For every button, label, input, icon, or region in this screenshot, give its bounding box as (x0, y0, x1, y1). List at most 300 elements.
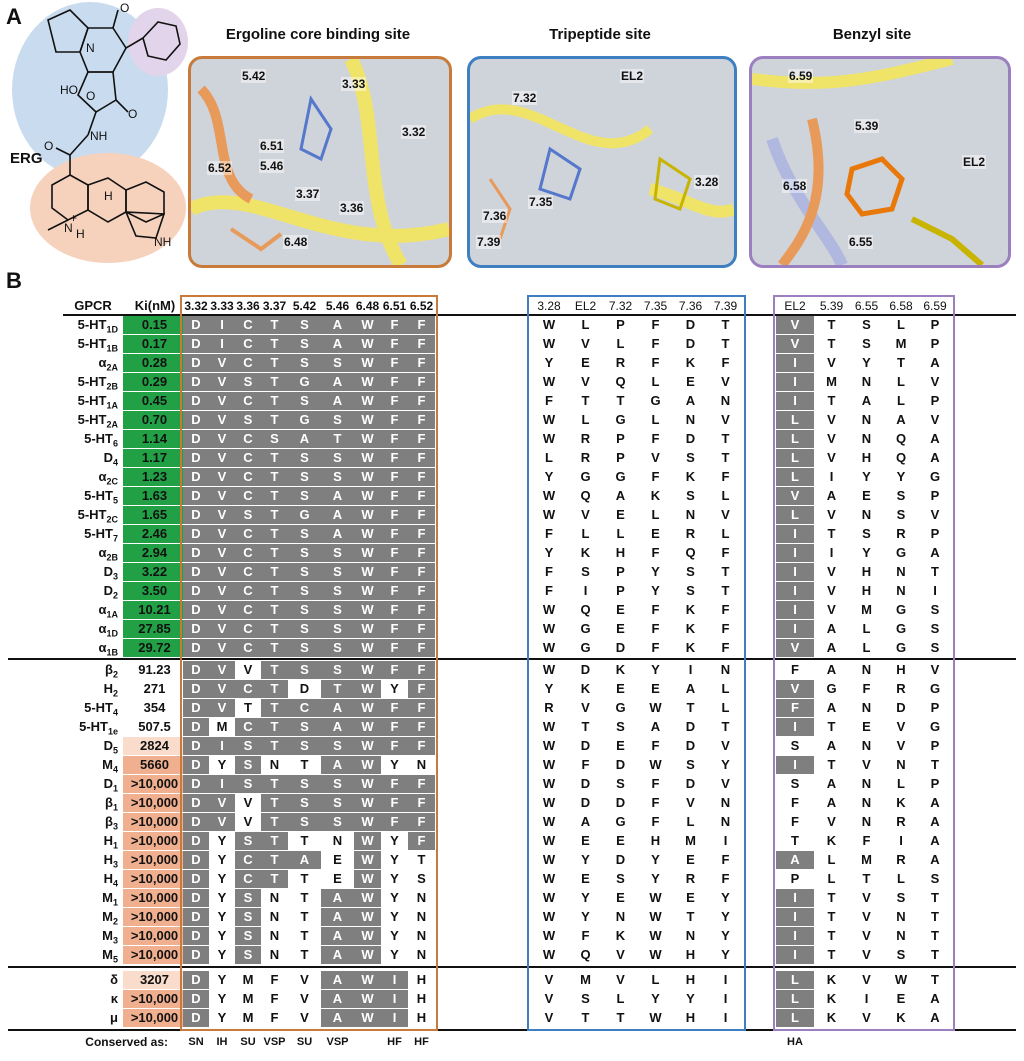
column-header: 7.36 (678, 299, 703, 313)
residue-cell: D (685, 738, 696, 753)
residue-cell: Y (686, 991, 695, 1006)
residue-cell: T (261, 544, 288, 562)
residue-cell: G (615, 814, 626, 829)
residue-cell: V (930, 507, 940, 522)
residue-cell: W (649, 890, 662, 905)
residue-cell: L (776, 1009, 814, 1027)
ki-value: 1.23 (123, 468, 186, 486)
residue-cell: W (354, 411, 381, 429)
residue-cell: Y (209, 908, 235, 926)
residue-cell: I (776, 756, 814, 774)
residue-cell: D (183, 737, 209, 755)
ki-value: 5660 (123, 756, 186, 774)
residue-cell: V (544, 991, 554, 1006)
residue-label: 5.39 (855, 119, 879, 133)
residue-cell: A (321, 718, 354, 736)
residue-cell: F (381, 316, 408, 334)
residue-cell: F (381, 335, 408, 353)
residue-cell: W (354, 832, 381, 850)
conserved-code: HF (414, 1036, 429, 1048)
residue-cell: S (288, 525, 321, 543)
column-header: 5.46 (325, 299, 350, 313)
site-title-tripeptide: Tripeptide site (549, 26, 651, 43)
residue-cell: V (776, 639, 814, 657)
residue-cell: D (183, 601, 209, 619)
residue-cell: W (354, 718, 381, 736)
residue-cell: F (408, 680, 435, 698)
residue-cell: Q (580, 947, 591, 962)
residue-cell: S (686, 757, 695, 772)
residue-cell: D (183, 411, 209, 429)
residue-cell: D (183, 582, 209, 600)
residue-cell: K (580, 681, 591, 696)
residue-cell: M (861, 602, 872, 617)
residue-label: 6.52 (208, 161, 232, 175)
residue-cell: D (183, 946, 209, 964)
residue-cell: N (861, 776, 872, 791)
residue-cell: D (183, 927, 209, 945)
residue-cell: N (261, 946, 288, 964)
gpcr-subscript: 3 (112, 571, 118, 582)
residue-cell: G (826, 681, 837, 696)
gpcr-name: $D_2$ (103, 583, 118, 601)
residue-cell: S (616, 719, 625, 734)
residue-cell: V (896, 738, 906, 753)
residue-cell: Q (580, 488, 591, 503)
residue-cell: W (542, 317, 556, 332)
residue-cell: T (721, 431, 730, 446)
gpcr-name: $5-HT_{1e}$ (79, 719, 118, 737)
residue-cell: I (723, 972, 728, 987)
residue-cell: F (408, 316, 435, 334)
residue-cell: C (235, 525, 261, 543)
residue-cell: R (685, 871, 696, 886)
residue-cell: Y (544, 681, 554, 696)
residue-cell: N (896, 909, 906, 924)
residue-cell: E (686, 374, 695, 389)
ki-value: >10,000 (123, 775, 186, 793)
residue-cell: V (209, 794, 235, 812)
residue-cell: L (616, 991, 625, 1006)
residue-cell: V (827, 450, 836, 465)
residue-cell: Y (721, 890, 730, 905)
residue-cell: W (542, 662, 556, 677)
residue-cell: V (862, 890, 871, 905)
conserved-code: VSP (326, 1036, 349, 1048)
gpcr-subscript: 5 (112, 745, 118, 756)
gpcr-subscript: 2 (112, 669, 118, 680)
residue-cell: T (261, 639, 288, 657)
residue-cell: W (542, 852, 556, 867)
residue-cell: W (354, 889, 381, 907)
gpcr-name: $5-HT_5$ (84, 488, 118, 506)
residue-cell: V (209, 601, 235, 619)
residue-cell: A (685, 393, 696, 408)
residue-cell: C (235, 468, 261, 486)
gpcr-name: $5-HT_{1A}$ (77, 393, 118, 411)
residue-cell: N (261, 889, 288, 907)
residue-cell: Y (381, 927, 408, 945)
residue-cell: Y (581, 852, 590, 867)
residue-cell: I (829, 545, 834, 560)
atom-o3: O (86, 89, 96, 103)
residue-cell: A (930, 431, 940, 446)
residue-cell: Y (544, 545, 554, 560)
residue-cell: M (235, 971, 261, 989)
residue-cell: M (235, 990, 261, 1008)
residue-cell: G (615, 700, 626, 715)
residue-cell: T (862, 871, 871, 886)
column-header: 7.39 (713, 299, 738, 313)
residue-cell: P (616, 317, 625, 332)
residue-cell: A (930, 991, 940, 1006)
residue-cell: T (261, 582, 288, 600)
residue-cell: W (354, 680, 381, 698)
residue-cell: W (354, 927, 381, 945)
residue-cell: Y (721, 928, 730, 943)
residue-cell: T (776, 832, 814, 850)
residue-cell: D (685, 719, 696, 734)
residue-cell: F (721, 602, 730, 617)
residue-cell: E (651, 526, 660, 541)
residue-cell: D (896, 700, 906, 715)
residue-cell: L (581, 526, 590, 541)
residue-cell: T (827, 890, 836, 905)
ki-value: >10,000 (123, 794, 186, 812)
residue-cell: S (321, 468, 354, 486)
residue-cell: M (826, 374, 837, 389)
residue-cell: N (861, 507, 872, 522)
ki-value: 3.22 (123, 563, 186, 581)
residue-cell: T (261, 794, 288, 812)
residue-cell: W (354, 506, 381, 524)
residue-cell: I (209, 316, 235, 334)
residue-cell: T (827, 393, 836, 408)
residue-cell: I (723, 991, 728, 1006)
residue-cell: T (288, 756, 321, 774)
ki-value: 0.70 (123, 411, 186, 429)
residue-cell: D (580, 738, 591, 753)
residue-cell: L (776, 506, 814, 524)
column-header: 6.55 (854, 299, 879, 313)
residue-cell: L (721, 681, 730, 696)
gpcr-name: $\beta_1$ (105, 795, 118, 813)
residue-cell: W (542, 757, 556, 772)
residue-cell: T (827, 757, 836, 772)
gpcr-name: $5-HT_7$ (84, 526, 118, 544)
residue-cell: V (930, 412, 940, 427)
residue-cell: N (861, 814, 872, 829)
residue-cell: Y (381, 908, 408, 926)
residue-cell: A (930, 450, 940, 465)
residue-cell: F (381, 699, 408, 717)
residue-cell: S (235, 908, 261, 926)
benzyl-site-image (749, 56, 1011, 268)
residue-cell: A (861, 393, 872, 408)
gpcr-subscript: 1 (112, 783, 118, 794)
gpcr-name: $5-HT_{2B}$ (77, 374, 118, 392)
gpcr-name: $M_5$ (102, 947, 118, 965)
residue-cell: S (288, 620, 321, 638)
conserved-code: IH (216, 1036, 228, 1048)
residue-cell: N (861, 374, 872, 389)
residue-cell: M (580, 972, 591, 987)
residue-cell: V (209, 525, 235, 543)
residue-cell: Y (581, 890, 590, 905)
residue-cell: W (542, 412, 556, 427)
residue-cell: D (183, 889, 209, 907)
residue-cell: A (930, 355, 940, 370)
residue-cell: W (354, 335, 381, 353)
residue-cell: K (896, 1010, 906, 1025)
residue-cell: A (930, 545, 940, 560)
gpcr-subscript: 1 (112, 840, 118, 851)
residue-cell: F (381, 468, 408, 486)
residue-cell: S (235, 927, 261, 945)
residue-cell: W (542, 507, 556, 522)
residue-cell: A (321, 908, 354, 926)
residue-cell: F (381, 544, 408, 562)
residue-cell: S (288, 487, 321, 505)
column-header: 6.59 (923, 299, 947, 313)
residue-cell: D (183, 392, 209, 410)
residue-cell: L (686, 814, 695, 829)
residue-cell: I (381, 971, 408, 989)
residue-cell: N (685, 928, 696, 943)
residue-cell: F (651, 795, 660, 810)
gpcr-name: $5-HT_{1D}$ (77, 317, 118, 335)
residue-cell: T (261, 680, 288, 698)
gpcr-subscript: 2C (106, 514, 118, 525)
atom-charge: + (70, 211, 78, 225)
residue-cell: A (930, 795, 940, 810)
residue-cell: E (581, 355, 590, 370)
residue-cell: V (581, 507, 590, 522)
ki-value: 1.17 (123, 449, 186, 467)
residue-cell: D (183, 620, 209, 638)
residue-cell: S (581, 564, 590, 579)
residue-cell: W (649, 757, 662, 772)
residue-cell: F (651, 738, 660, 753)
gpcr-name: δ (110, 972, 118, 987)
residue-cell: K (650, 488, 661, 503)
residue-cell: Y (209, 927, 235, 945)
residue-cell: F (381, 775, 408, 793)
residue-cell: S (321, 661, 354, 679)
conserved-code: VSP (263, 1036, 286, 1048)
residue-cell: S (288, 582, 321, 600)
residue-cell: D (183, 354, 209, 372)
residue-cell: F (776, 699, 814, 717)
residue-cell: T (721, 583, 730, 598)
residue-cell: Y (209, 971, 235, 989)
residue-cell: H (861, 450, 872, 465)
residue-cell: M (235, 1009, 261, 1027)
residue-cell: F (408, 661, 435, 679)
residue-cell: W (354, 563, 381, 581)
residue-cell: V (209, 411, 235, 429)
residue-cell: W (354, 756, 381, 774)
gpcr-subscript: 2C (106, 476, 118, 487)
residue-cell: D (183, 971, 209, 989)
residue-cell: S (288, 639, 321, 657)
residue-cell: S (288, 335, 321, 353)
residue-cell: T (261, 411, 288, 429)
residue-cell: F (381, 563, 408, 581)
residue-cell: W (354, 373, 381, 391)
ki-value: 0.17 (123, 335, 186, 353)
gpcr-name: $H_1$ (103, 833, 118, 851)
residue-cell: P (930, 336, 940, 351)
ki-value: 10.21 (123, 601, 186, 619)
residue-cell: P (930, 776, 940, 791)
residue-cell: N (408, 908, 435, 926)
residue-cell: V (776, 335, 814, 353)
residue-cell: W (354, 870, 381, 888)
residue-cell: W (542, 928, 556, 943)
ki-value: >10,000 (123, 832, 186, 850)
residue-cell: V (616, 947, 625, 962)
gpcr-name: $5-HT_{1B}$ (77, 336, 118, 354)
residue-cell: D (183, 661, 209, 679)
residue-cell: V (544, 972, 554, 987)
residue-cell: A (826, 795, 837, 810)
conserved-code: SU (296, 1036, 313, 1048)
residue-cell: W (542, 909, 556, 924)
residue-cell: T (288, 832, 321, 850)
residue-cell: T (261, 813, 288, 831)
residue-cell: M (209, 718, 235, 736)
residue-cell: S (288, 718, 321, 736)
residue-cell: N (261, 927, 288, 945)
residue-cell: S (862, 526, 871, 541)
selectivity-divider (8, 658, 1016, 660)
residue-cell: D (580, 776, 591, 791)
residue-cell: V (209, 563, 235, 581)
residue-cell: Q (895, 431, 907, 446)
residue-cell: Y (209, 946, 235, 964)
residue-cell: G (580, 621, 591, 636)
residue-cell: W (542, 871, 556, 886)
residue-cell: D (183, 908, 209, 926)
residue-cell: V (209, 487, 235, 505)
residue-cell: S (321, 775, 354, 793)
residue-cell: F (776, 813, 814, 831)
gpcr-subscript: 1D (106, 628, 118, 639)
residue-cell: N (261, 908, 288, 926)
residue-cell: V (209, 373, 235, 391)
residue-cell: L (545, 450, 553, 465)
residue-cell: F (381, 525, 408, 543)
gpcr-subscript: 4 (112, 764, 118, 775)
residue-cell: V (209, 699, 235, 717)
residue-cell: H (861, 583, 872, 598)
residue-cell: V (930, 374, 940, 389)
residue-cell: W (542, 336, 556, 351)
residue-cell: S (321, 813, 354, 831)
residue-cell: W (354, 639, 381, 657)
residue-cell: T (827, 526, 836, 541)
residue-cell: V (209, 661, 235, 679)
residue-cell: V (651, 450, 660, 465)
residue-cell: S (288, 468, 321, 486)
residue-cell: A (615, 488, 626, 503)
residue-cell: W (354, 468, 381, 486)
residue-cell: R (544, 700, 554, 715)
residue-cell: D (183, 680, 209, 698)
residue-cell: F (651, 336, 660, 351)
residue-cell: V (827, 355, 836, 370)
residue-cell: F (381, 813, 408, 831)
residue-cell: A (776, 851, 814, 869)
gpcr-subscript: 2 (112, 590, 118, 601)
gpcr-name: $H_2$ (103, 681, 118, 699)
residue-cell: V (721, 507, 730, 522)
residue-cell: I (776, 620, 814, 638)
residue-cell: T (261, 737, 288, 755)
residue-cell: A (321, 392, 354, 410)
residue-cell: A (826, 700, 837, 715)
residue-cell: T (931, 972, 939, 987)
residue-cell: D (183, 544, 209, 562)
residue-cell: Y (651, 564, 660, 579)
ki-value: >10,000 (123, 908, 186, 926)
ki-value: 0.45 (123, 392, 186, 410)
residue-label: EL2 (621, 69, 644, 83)
ki-value: 3207 (123, 971, 186, 989)
residue-cell: P (930, 700, 940, 715)
residue-cell: S (261, 430, 288, 448)
gpcr-name: μ (110, 1010, 118, 1025)
residue-cell: W (649, 928, 662, 943)
residue-cell: D (615, 795, 626, 810)
residue-cell: H (685, 1010, 696, 1025)
column-header: 6.58 (889, 299, 913, 313)
gpcr-subscript: 1 (112, 802, 118, 813)
atom-nh1: NH (90, 129, 108, 143)
residue-cell: N (861, 431, 872, 446)
conserved-label: Conserved as: (85, 1035, 168, 1049)
ki-value: 0.28 (123, 354, 186, 372)
residue-cell: C (235, 680, 261, 698)
residue-cell: A (288, 430, 321, 448)
residue-cell: W (354, 601, 381, 619)
residue-cell: H (408, 990, 435, 1008)
gpcr-name: $D_5$ (103, 738, 118, 756)
ki-value: 0.15 (123, 316, 186, 334)
residue-cell: D (580, 795, 591, 810)
residue-cell: I (209, 775, 235, 793)
residue-cell: S (288, 813, 321, 831)
residue-cell: S (896, 507, 906, 522)
residue-cell: F (862, 833, 871, 848)
residue-cell: L (827, 852, 836, 867)
residue-cell: S (616, 776, 625, 791)
residue-cell: N (896, 564, 906, 579)
residue-cell: F (545, 564, 553, 579)
residue-cell: C (235, 639, 261, 657)
site-title-ergoline: Ergoline core binding site (225, 26, 411, 43)
residue-cell: F (381, 601, 408, 619)
residue-cell: T (235, 699, 261, 717)
residue-cell: F (408, 411, 435, 429)
residue-cell: F (408, 373, 435, 391)
residue-cell: V (930, 662, 940, 677)
residue-cell: F (408, 813, 435, 831)
residue-cell: F (381, 718, 408, 736)
residue-cell: A (321, 990, 354, 1008)
residue-cell: P (616, 564, 625, 579)
